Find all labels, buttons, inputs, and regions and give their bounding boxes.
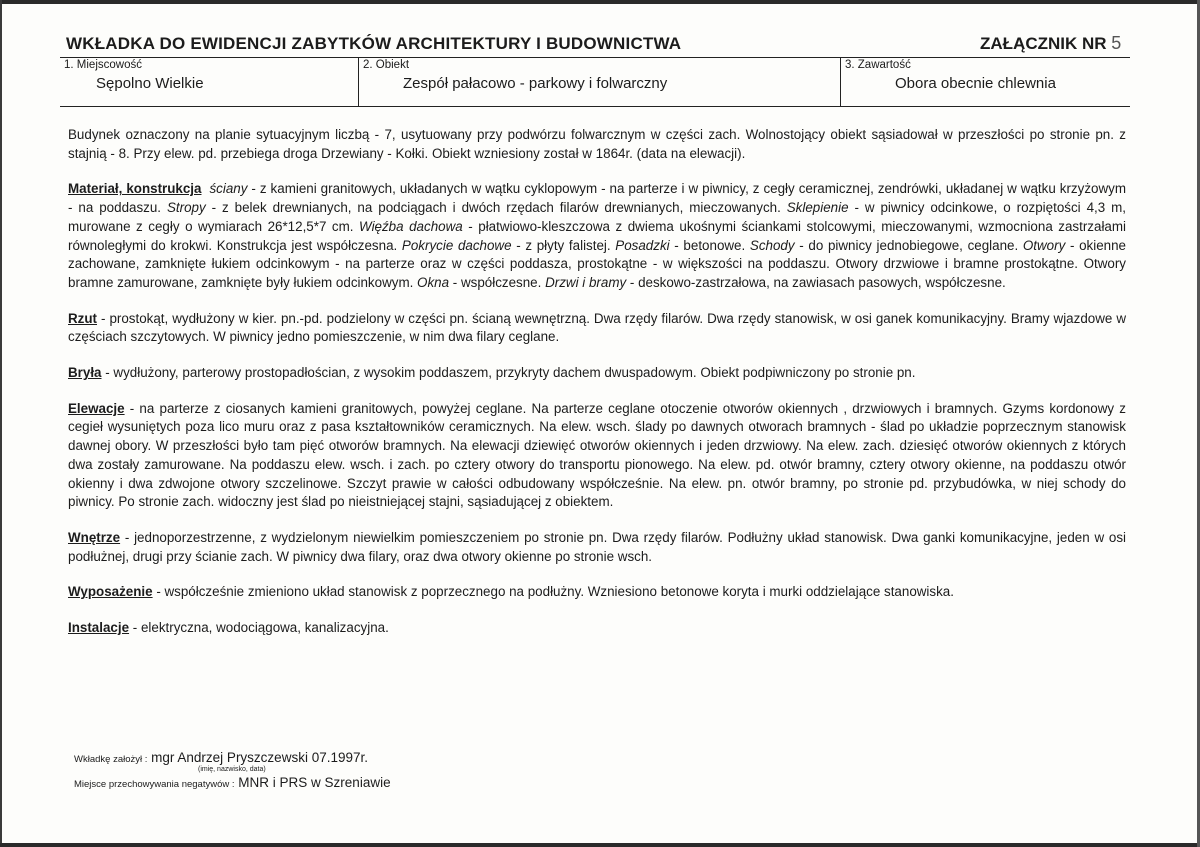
equipment-paragraph [68,583,1126,602]
term-vault: Sklepienie [786,200,849,216]
material-text-3: - w piwnicy odcinkowe, o rozpiętości 4,3 m, murowane z cegły o wymiarach 26*12,5*7 cm. [68,200,1127,234]
field-locality-value: Sępolno Wielkie [96,75,204,92]
field-locality [60,58,358,106]
installations-text: - elektryczna, wodociągowa, kanalizacyjna. [129,620,389,636]
material-text-1: - z kamieni granitowych, układanych w wątku cyklopowym - na parterze i w piwnicy, z cegły ceramicznej, zendrówki, układanej w wątku krzyżowym - na poddaszu. [68,181,1126,216]
field-object-label: 2. Obiekt [363,59,410,71]
massing-text: - wydłużony, parterowy prostopadłościan, z wysokim poddaszem, przykryty dachem dwuspadowym. Obiekt podpiwniczony po stronie pn. [101,365,916,381]
field-content [840,58,1131,106]
elevations-paragraph [68,400,1126,512]
footer-storage-value: MNR i PRS w Szreniawie [238,775,391,790]
interior-text: - jednoporzestrzenne, z wydzielonym niewielkim pomieszczeniem po stronie pn. Dwa rzędy filarów. Podłużny układ stanowisk. Dwa ganki komunikacyjne, jeden w osi podłużnej, drugi przy ścianie zach. W piwnicy dwa filary, oraz dwa otwory okienne po stronie wsch. [68,529,1126,564]
document-body [68,126,1126,655]
header-form-table [60,57,1130,107]
material-text-5: - z płyty falistej. [511,237,616,253]
field-locality-label: 1. Miejscowość [64,59,142,71]
installations-heading: Instalacje [68,620,130,636]
equipment-text: - współcześnie zmieniono układ stanowisk z poprzecznego na podłużny. Wzniesiono betonowe koryta i murki oddzielające stanowiska. [152,584,954,600]
material-text-6: - betonowe. [669,237,750,253]
installations-paragraph [68,619,1126,638]
massing-heading: Bryła [68,365,102,381]
scan-edge-left [0,0,2,847]
scan-edge-bottom [0,843,1200,847]
annex-label [980,33,1121,54]
plan-heading: Rzut [68,310,98,326]
material-text-4: - płatwiowo-kleszczowa z dwiema ukośnymi ściankami stolcowymi, mieczowanymi, wzmocniona zastrzałami równoległymi do krokwi. Konstrukcja jest współczesna. [68,218,1127,253]
field-object-value: Zespół pałacowo - parkowy i folwarczny [403,75,668,92]
material-heading: Materiał, konstrukcja [68,181,202,197]
term-walls: ściany [209,181,248,197]
elevations-heading: Elewacje [68,400,125,416]
material-text-2: - z belek drewnianych, na podciągach i dwóch rzędach filarów drewnianych, mieczowanych. [205,200,787,216]
plan-text: - prostokąt, wydłużony w kier. pn.-pd. podzielony w części pn. ścianą wewnętrzną. Dwa rzędy filarów. Dwa rzędy stanowisk, w osi ganek komunikacyjny. Bramy wjazdowe w częściach szczytowych. W piwnicy jedno pomieszczenie, w nim dwa filary ceglane. [68,310,1126,345]
annex-label-text: ZAŁĄCZNIK NR [980,34,1107,53]
term-stairs: Schody [749,237,795,253]
intro-paragraph: Budynek oznaczony na planie sytuacyjnym liczbą - 7, usytuowany przy podwórzu folwarcznym w części zach. Wolnostojący obiekt sąsiadował w przeszłości po stronie pn. z stajnią - 8. Przy elew. pd. przebiega droga Drzewiany - Kołki. Obiekt wzniesiony został w 1864r. (data na elewacji). [68,127,1126,161]
material-text-10: - deskowo-zastrzałowa, na zawiasach pasowych, współczesne. [626,274,1006,290]
footer-author-label: Wkładkę założył : [74,754,148,765]
term-windows: Okna [417,274,450,290]
field-content-value: Obora obecnie chlewnia [895,75,1056,92]
field-content-label: 3. Zawartość [845,59,911,71]
equipment-heading: Wyposażenie [68,584,153,600]
interior-heading: Wnętrze [68,529,121,545]
massing-paragraph [68,364,1126,383]
interior-paragraph [68,529,1126,566]
term-openings: Otwory [1022,237,1066,253]
plan-paragraph [68,310,1126,347]
term-roofing: Pokrycie dachowe [401,237,512,253]
term-ceilings: Stropy [166,200,206,216]
material-paragraph [68,180,1126,292]
document-title: WKŁADKA DO EWIDENCJI ZABYTKÓW ARCHITEKTURY I BUDOWNICTWA [66,34,682,53]
field-object [358,58,841,106]
footer-author-hint: (imię, nazwisko, data) [198,766,266,773]
footer-storage [74,775,391,790]
material-text-8: - okienne zachowane, zamknięte łukiem odcinkowym - na parterze oraz w części poddasza, prostokątne - w większości na poddaszu. Otwory drzwiowe i bramne prostokątne. Otwory bramne zamurowane, zamknięte były łukiem odcinkowym. [68,237,1127,290]
material-text-9: - współczesne. [449,274,546,290]
annex-number: 5 [1111,33,1122,53]
term-roof-truss: Więźba dachowa [359,218,463,234]
term-doors-gates: Drzwi i bramy [545,274,627,290]
scan-edge-top [0,0,1200,4]
material-text-7: - do piwnicy jednobiegowe, ceglane. [794,237,1023,253]
footer-storage-label: Miejsce przechowywania negatywów : [74,779,235,790]
term-floors: Posadzki [615,237,670,253]
elevations-text: - na parterze z ciosanych kamieni granitowych, powyżej ceglane. Na parterze ceglane otoczenie otworów okiennych , drzwiowych i bramnych. Gzyms kordonowy z cegieł wysuniętych poza lico muru oraz z pasa kształtowników ceramicznych. Na elew. wsch. ślady po dawnych otworach bramnych - ślad po układzie poprzecznym stanowisk dawnej obory. W przeszłości było tam pięć otworów bramnych. Na elewacji dziewięć otworów okiennych i jeden drzwiowy. Na elew. zach. dziesięć otworów okiennych z których dwa zostały zamurowane. Na poddaszu elew. wsch. i zach. po cztery otwory do transportu pionowego. Na elew. pd. otwór bramny, cztery otwory okienne, na poddaszu otwór okienny i dwa zdwojone otwory szczelinowe. Szczyt prawie w całości odbudowany współcześnie. Na elew. pn. otwór bramny, po stronie pd. przybudówka, w niej schody do piwnicy. Po stronie zach. widoczny jest ślad po nieistniejącej stajni, sąsiadującej z obiektem. [68,400,1126,510]
footer-author-value: mgr Andrzej Pryszczewski 07.1997r. [151,750,368,765]
footer-author [74,750,368,765]
